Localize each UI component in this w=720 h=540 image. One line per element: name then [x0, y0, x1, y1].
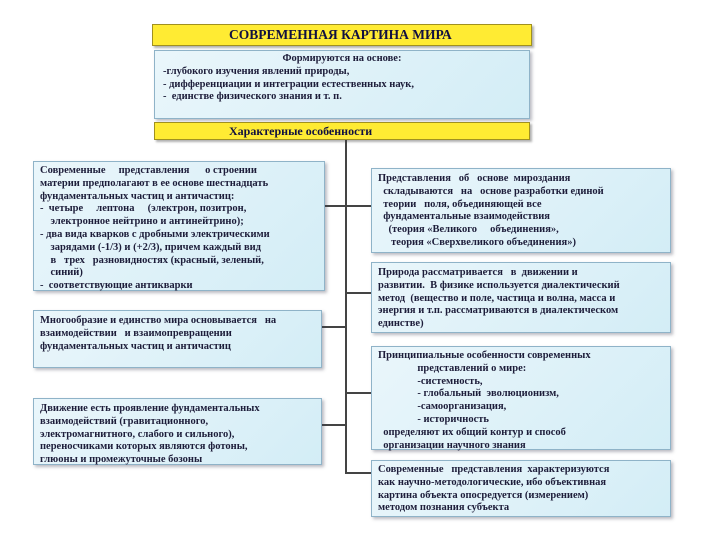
particles-line: - два вида кварков с дробными электрическими — [40, 228, 270, 240]
principles-line: - глобальный эволюционизм, — [378, 388, 559, 400]
particles-box — [33, 161, 325, 291]
title-banner — [152, 24, 532, 46]
page-title: СОВРЕМЕННАЯ КАРТИНА МИРА — [229, 27, 452, 42]
unified-theory-line: (теория «Великого объединения», — [378, 224, 559, 236]
nature-line: метод (вещество и поле, частица и волна, масса и — [378, 292, 616, 304]
nature-line: энергия и т.п. рассматриваются в диалектическом — [378, 305, 619, 317]
nature-line: Природа рассматривается в движении и — [378, 267, 578, 278]
diversity-line: Многообразие и единство мира основывается на — [40, 315, 277, 326]
branch-right-4 — [345, 472, 371, 474]
principles-line: определяют их общий контур и способ — [378, 426, 566, 438]
branch-left-3 — [322, 424, 346, 426]
motion-line: переносчиками которых являются фотоны, — [40, 441, 248, 453]
basis-line: - единстве физического знания и т. п. — [163, 91, 342, 103]
particles-line: - четыре лептона (электрон, позитрон, — [40, 203, 247, 215]
motion-line: электромагнитного, слабого и сильного), — [40, 428, 235, 440]
principles-line: -системность, — [378, 375, 483, 387]
methodology-line: как научно-методологические, ибо объективная — [378, 476, 607, 488]
particles-line: материи предполагают в ее основе шестнадцать — [40, 177, 269, 189]
nature-box — [371, 262, 671, 333]
particles-line: в трех разновидностях (красный, зеленый, — [40, 254, 264, 266]
unified-theory-line: теория «Сверхвеликого объединения») — [378, 236, 576, 248]
particles-line: Современные представления о строении — [40, 165, 257, 176]
branch-left-2 — [322, 326, 346, 328]
principles-box — [371, 346, 671, 450]
basis-line: -глубокого изучения явлений природы, — [163, 65, 350, 77]
unified-theory-box — [371, 168, 671, 253]
unified-theory-line: складываются на основе разработки единой — [378, 185, 604, 197]
diversity-line: взаимодействии и взаимопревращении — [40, 327, 232, 339]
motion-line: Движение есть проявление фундаментальных — [40, 403, 260, 414]
branch-left-1 — [325, 205, 346, 207]
motion-line: глюоны и промежуточные бозоны — [40, 454, 203, 466]
unified-theory-line: фундаментальные взаимодействия — [378, 211, 550, 223]
methodology-line: Современные представления характеризуются — [378, 464, 610, 475]
principles-line: -самоорганизация, — [378, 401, 507, 413]
motion-box — [33, 398, 322, 465]
particles-line: - соответствующие антикварки — [40, 280, 193, 292]
methodology-line: методом познания субъекта — [378, 502, 510, 514]
nature-line: единстве) — [378, 318, 424, 330]
particles-line: зарядами (-1/3) и (+2/3), причем каждый вид — [40, 241, 261, 253]
particles-line: электронное нейтрино и антинейтрино); — [40, 216, 244, 228]
basis-line: - дифференциации и интеграции естественных наук, — [163, 78, 414, 90]
nature-line: развитии. В физике используется диалектический — [378, 279, 620, 291]
principles-line: Принципиальные особенности современных — [378, 350, 591, 361]
diversity-line: фундаментальных частиц и античастиц — [40, 340, 231, 352]
particles-line: фундаментальных частиц и античастиц: — [40, 190, 235, 202]
methodology-line: картина объекта опосредуется (измерением) — [378, 489, 589, 501]
basis-box — [154, 50, 530, 119]
branch-right-3 — [345, 392, 371, 394]
branch-right-1 — [345, 205, 371, 207]
principles-line: - историчность — [378, 413, 489, 425]
diversity-box — [33, 310, 322, 368]
unified-theory-line: Представления об основе мироздания — [378, 173, 571, 184]
particles-line: синий) — [40, 267, 83, 279]
unified-theory-line: теории поля, объединяющей все — [378, 198, 542, 210]
features-header — [154, 122, 530, 140]
basis-heading: Формируются на основе: — [282, 53, 402, 64]
motion-line: взаимодействий (гравитационного, — [40, 415, 209, 427]
principles-line: организации научного знания — [378, 439, 526, 451]
branch-right-2 — [345, 292, 371, 294]
methodology-box — [371, 460, 671, 517]
principles-line: представлений о мире: — [378, 362, 527, 374]
features-header-text: Характерные особенности — [229, 124, 373, 138]
